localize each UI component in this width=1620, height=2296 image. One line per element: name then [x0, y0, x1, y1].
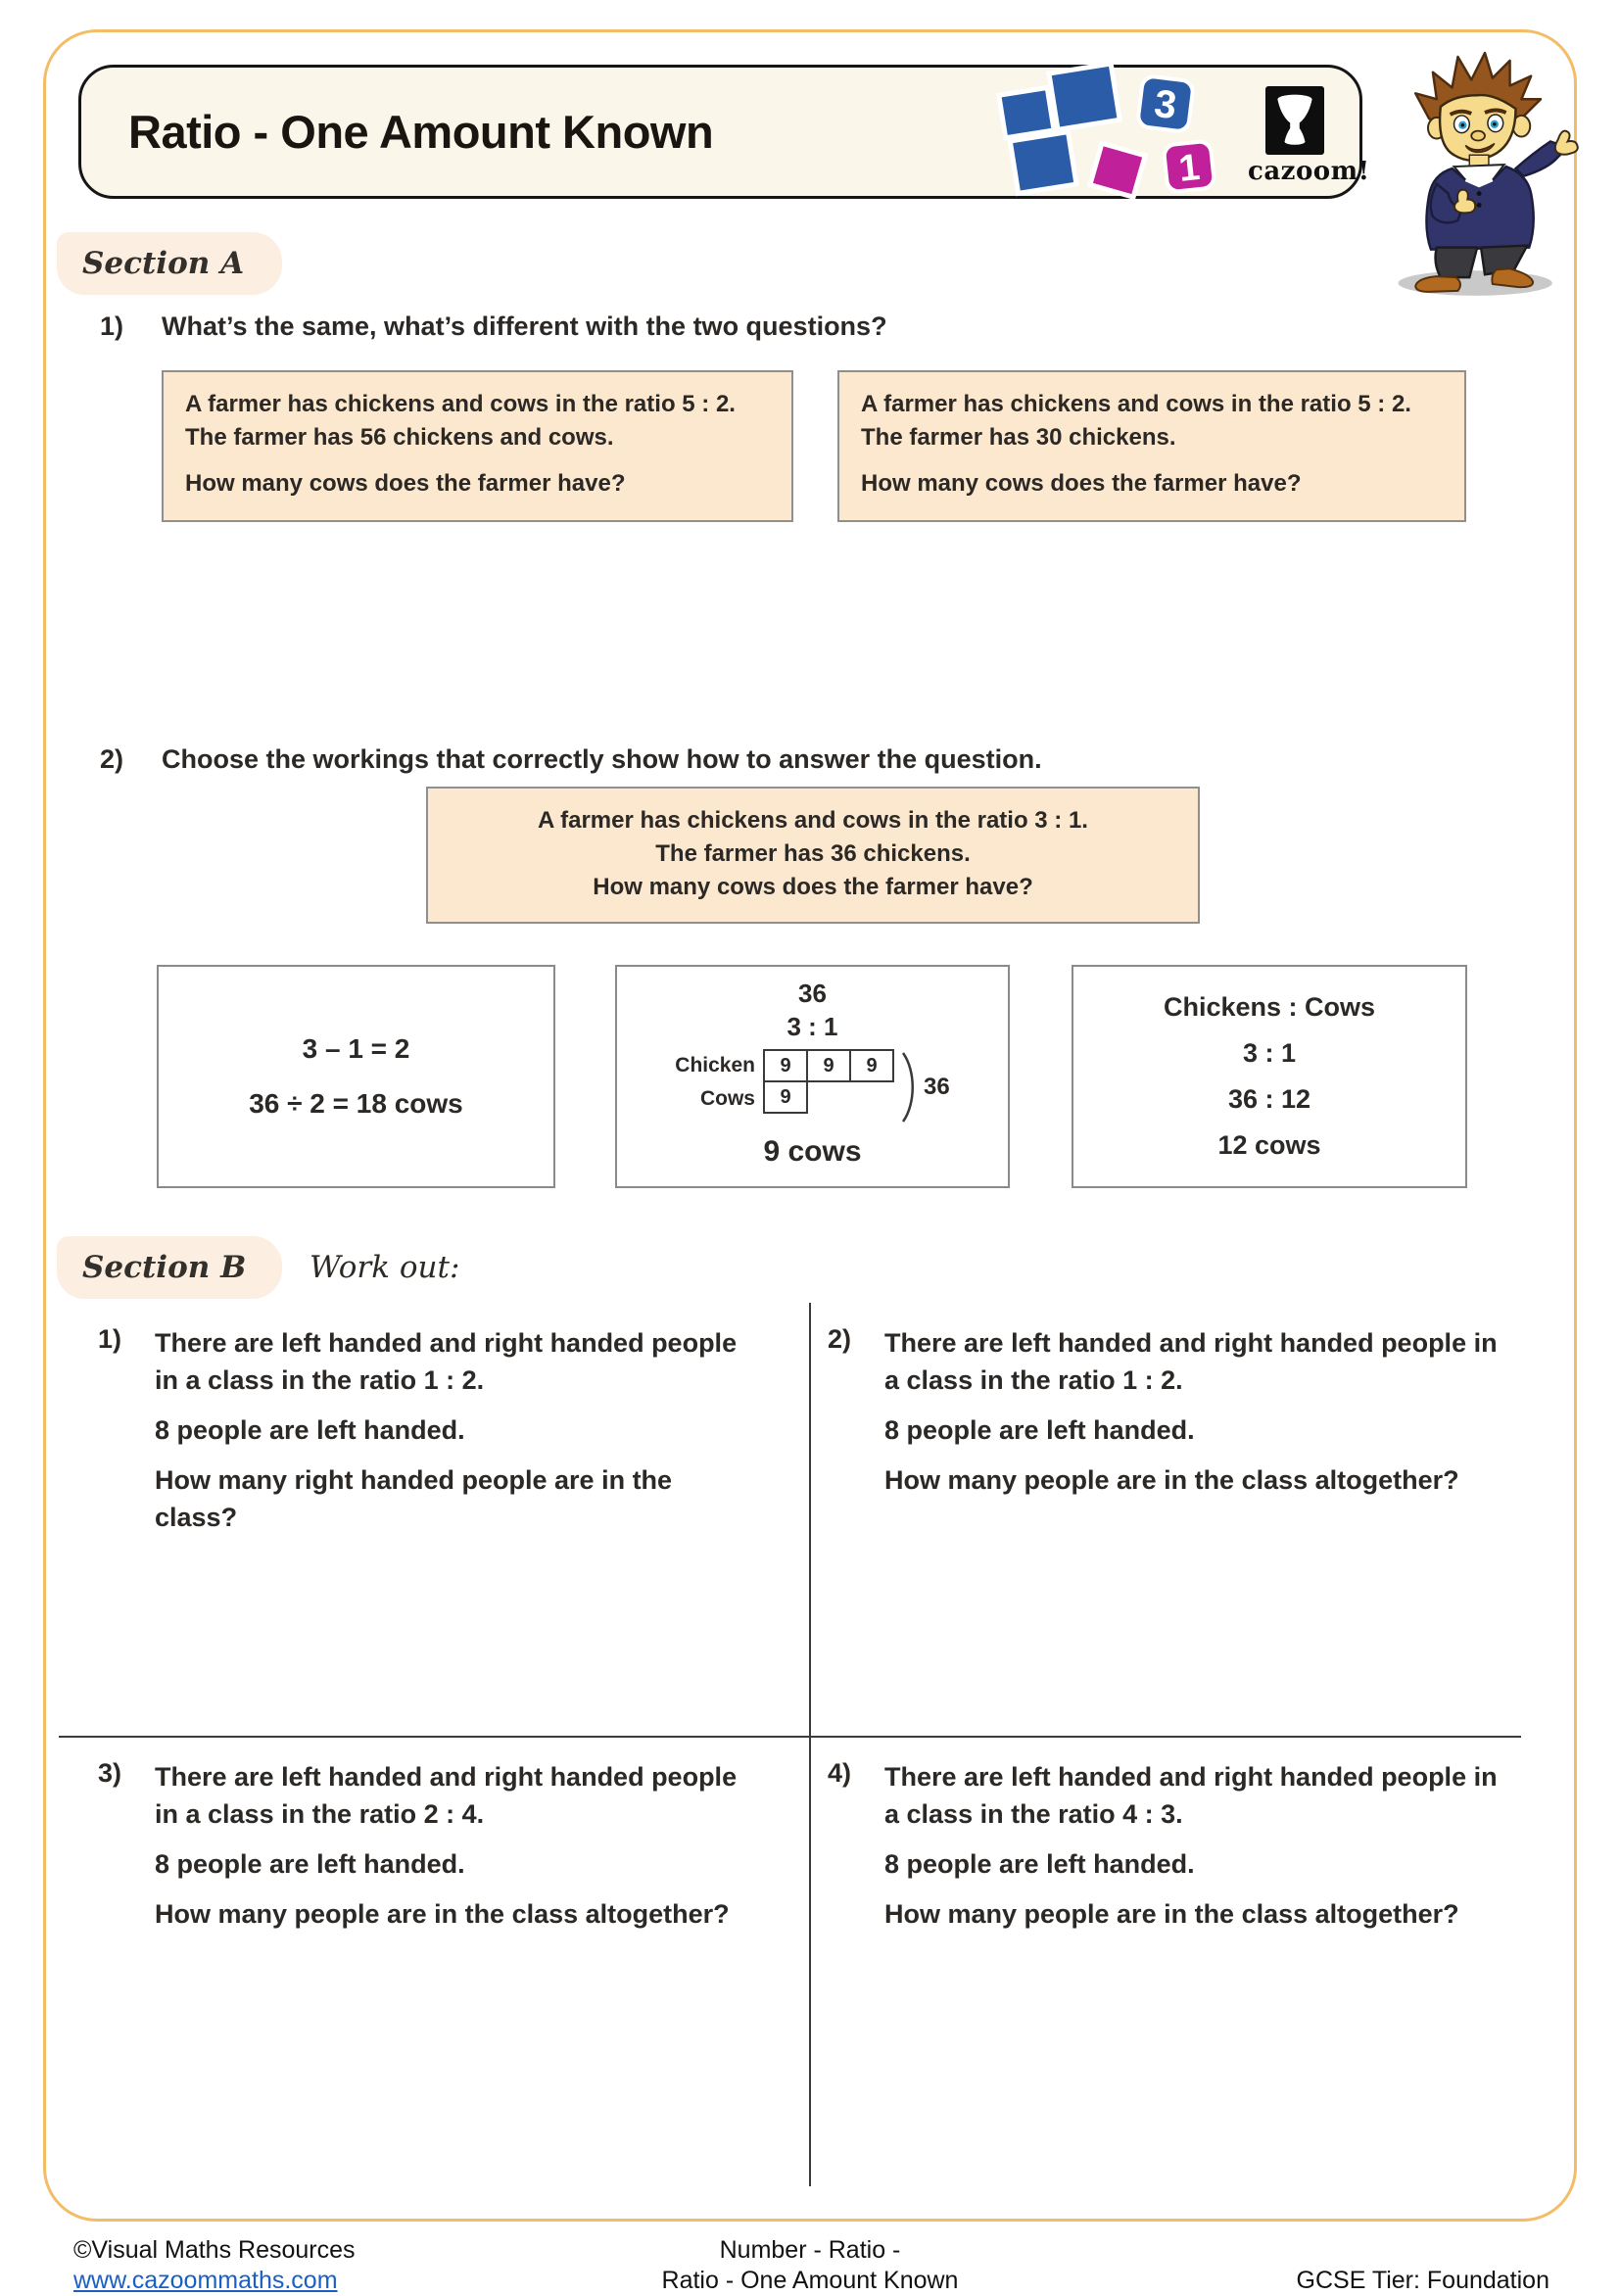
question-ask: How many people are in the class altogether? [155, 1899, 730, 1929]
question-a2-prompt: Choose the workings that correctly show how to answer the question. [162, 744, 1042, 774]
problem-line: A farmer has chickens and cows in the ratio 3 : 1. [538, 807, 1088, 834]
question-given: 8 people are left handed. [884, 1415, 1195, 1445]
section-b-header [57, 1236, 282, 1299]
footer-topic-line1: Number - Ratio - [719, 2236, 901, 2264]
djembe-drum-icon [1265, 86, 1324, 155]
horizontal-divider [59, 1736, 1521, 1738]
problem-box-center [426, 787, 1200, 924]
website-link[interactable]: www.cazoommaths.com [73, 2267, 338, 2294]
question-given: 8 people are left handed. [884, 1849, 1195, 1879]
question-b1 [155, 1324, 742, 1536]
working-option-3 [1072, 965, 1467, 1188]
question-intro: There are left handed and right handed people in a class in the ratio 1 : 2. [884, 1328, 1498, 1395]
page-title: Ratio - One Amount Known [128, 106, 714, 158]
bar-row-label: Chicken [675, 1054, 755, 1076]
working-ratio: 3 : 1 [786, 1012, 838, 1041]
number-tile-3 [1137, 75, 1194, 132]
question-ask: How many right handed people are in the class? [155, 1465, 673, 1532]
working-line: 36 ÷ 2 = 18 cows [249, 1088, 463, 1119]
question-ask: How many people are in the class altogether? [884, 1465, 1459, 1495]
question-intro: There are left handed and right handed people in a class in the ratio 2 : 4. [155, 1762, 738, 1829]
working-line: Chickens : Cows [1163, 992, 1376, 1022]
tile-3-label: 3 [1152, 81, 1179, 128]
working-answer: 9 cows [763, 1135, 862, 1168]
question-b3 [155, 1758, 742, 1933]
problem-line: How many cows does the farmer have? [593, 874, 1033, 900]
mascot-boy-illustration [1369, 39, 1600, 300]
working-line: 12 cows [1217, 1130, 1321, 1160]
number-tile-1 [1164, 141, 1215, 193]
question-ask: How many people are in the class altogether? [884, 1899, 1459, 1929]
footer-tier: GCSE Tier: Foundation [1296, 2267, 1549, 2294]
vertical-divider [809, 1303, 811, 2186]
question-b3-number: 3) [98, 1758, 122, 1788]
bar-cell: 9 [763, 1080, 808, 1114]
working-option-1 [157, 965, 555, 1188]
question-b2-number: 2) [828, 1324, 852, 1354]
section-b-instruction: Work out: [310, 1250, 460, 1285]
problem-box-right [837, 370, 1466, 522]
problem-question: How many cows does the farmer have? [185, 470, 626, 497]
working-line: 3 : 1 [1242, 1038, 1297, 1068]
problem-statement: A farmer has chickens and cows in the ratio 5 : 2. The farmer has 56 chickens and cows. [185, 391, 736, 451]
working-line: 36 : 12 [1227, 1084, 1311, 1114]
cazoom-tiles-logo-icon [991, 61, 1226, 208]
question-given: 8 people are left handed. [155, 1415, 465, 1445]
working-line: 3 – 1 = 2 [302, 1033, 410, 1064]
question-b2 [884, 1324, 1519, 1499]
question-a2-number: 2) [100, 744, 124, 774]
working-option-2 [615, 965, 1010, 1188]
section-a-header [57, 232, 282, 295]
question-b4-number: 4) [828, 1758, 852, 1788]
problem-question: How many cows does the farmer have? [861, 470, 1302, 497]
bar-row-label: Cows [699, 1087, 755, 1110]
section-a-label: Section A [82, 246, 245, 281]
question-intro: There are left handed and right handed people in a class in the ratio 4 : 3. [884, 1762, 1498, 1829]
tile-1-label: 1 [1176, 146, 1202, 190]
brace-icon [900, 1049, 920, 1125]
question-b4 [884, 1758, 1519, 1933]
section-b-label: Section B [82, 1250, 247, 1285]
footer-topic-line2: Ratio - One Amount Known [661, 2267, 959, 2294]
bar-total: 36 [924, 1074, 950, 1100]
bar-cell: 9 [763, 1049, 808, 1082]
question-given: 8 people are left handed. [155, 1849, 465, 1879]
question-a1-number: 1) [100, 311, 124, 341]
bar-model [675, 1049, 949, 1125]
working-total: 36 [798, 979, 827, 1008]
bar-cell: 9 [806, 1049, 851, 1082]
problem-statement: A farmer has chickens and cows in the ratio 5 : 2. The farmer has 30 chickens. [861, 391, 1411, 451]
question-a1-prompt: What’s the same, what’s different with the two questions? [162, 311, 887, 341]
question-b1-number: 1) [98, 1324, 122, 1354]
question-intro: There are left handed and right handed people in a class in the ratio 1 : 2. [155, 1328, 738, 1395]
bar-cell: 9 [849, 1049, 894, 1082]
cazoom-wordmark: cazoom! [1248, 157, 1370, 186]
cazoom-brand-logo [1248, 86, 1370, 186]
problem-box-left [162, 370, 793, 522]
copyright-text: ©Visual Maths Resources [73, 2236, 356, 2264]
problem-line: The farmer has 36 chickens. [655, 840, 971, 867]
